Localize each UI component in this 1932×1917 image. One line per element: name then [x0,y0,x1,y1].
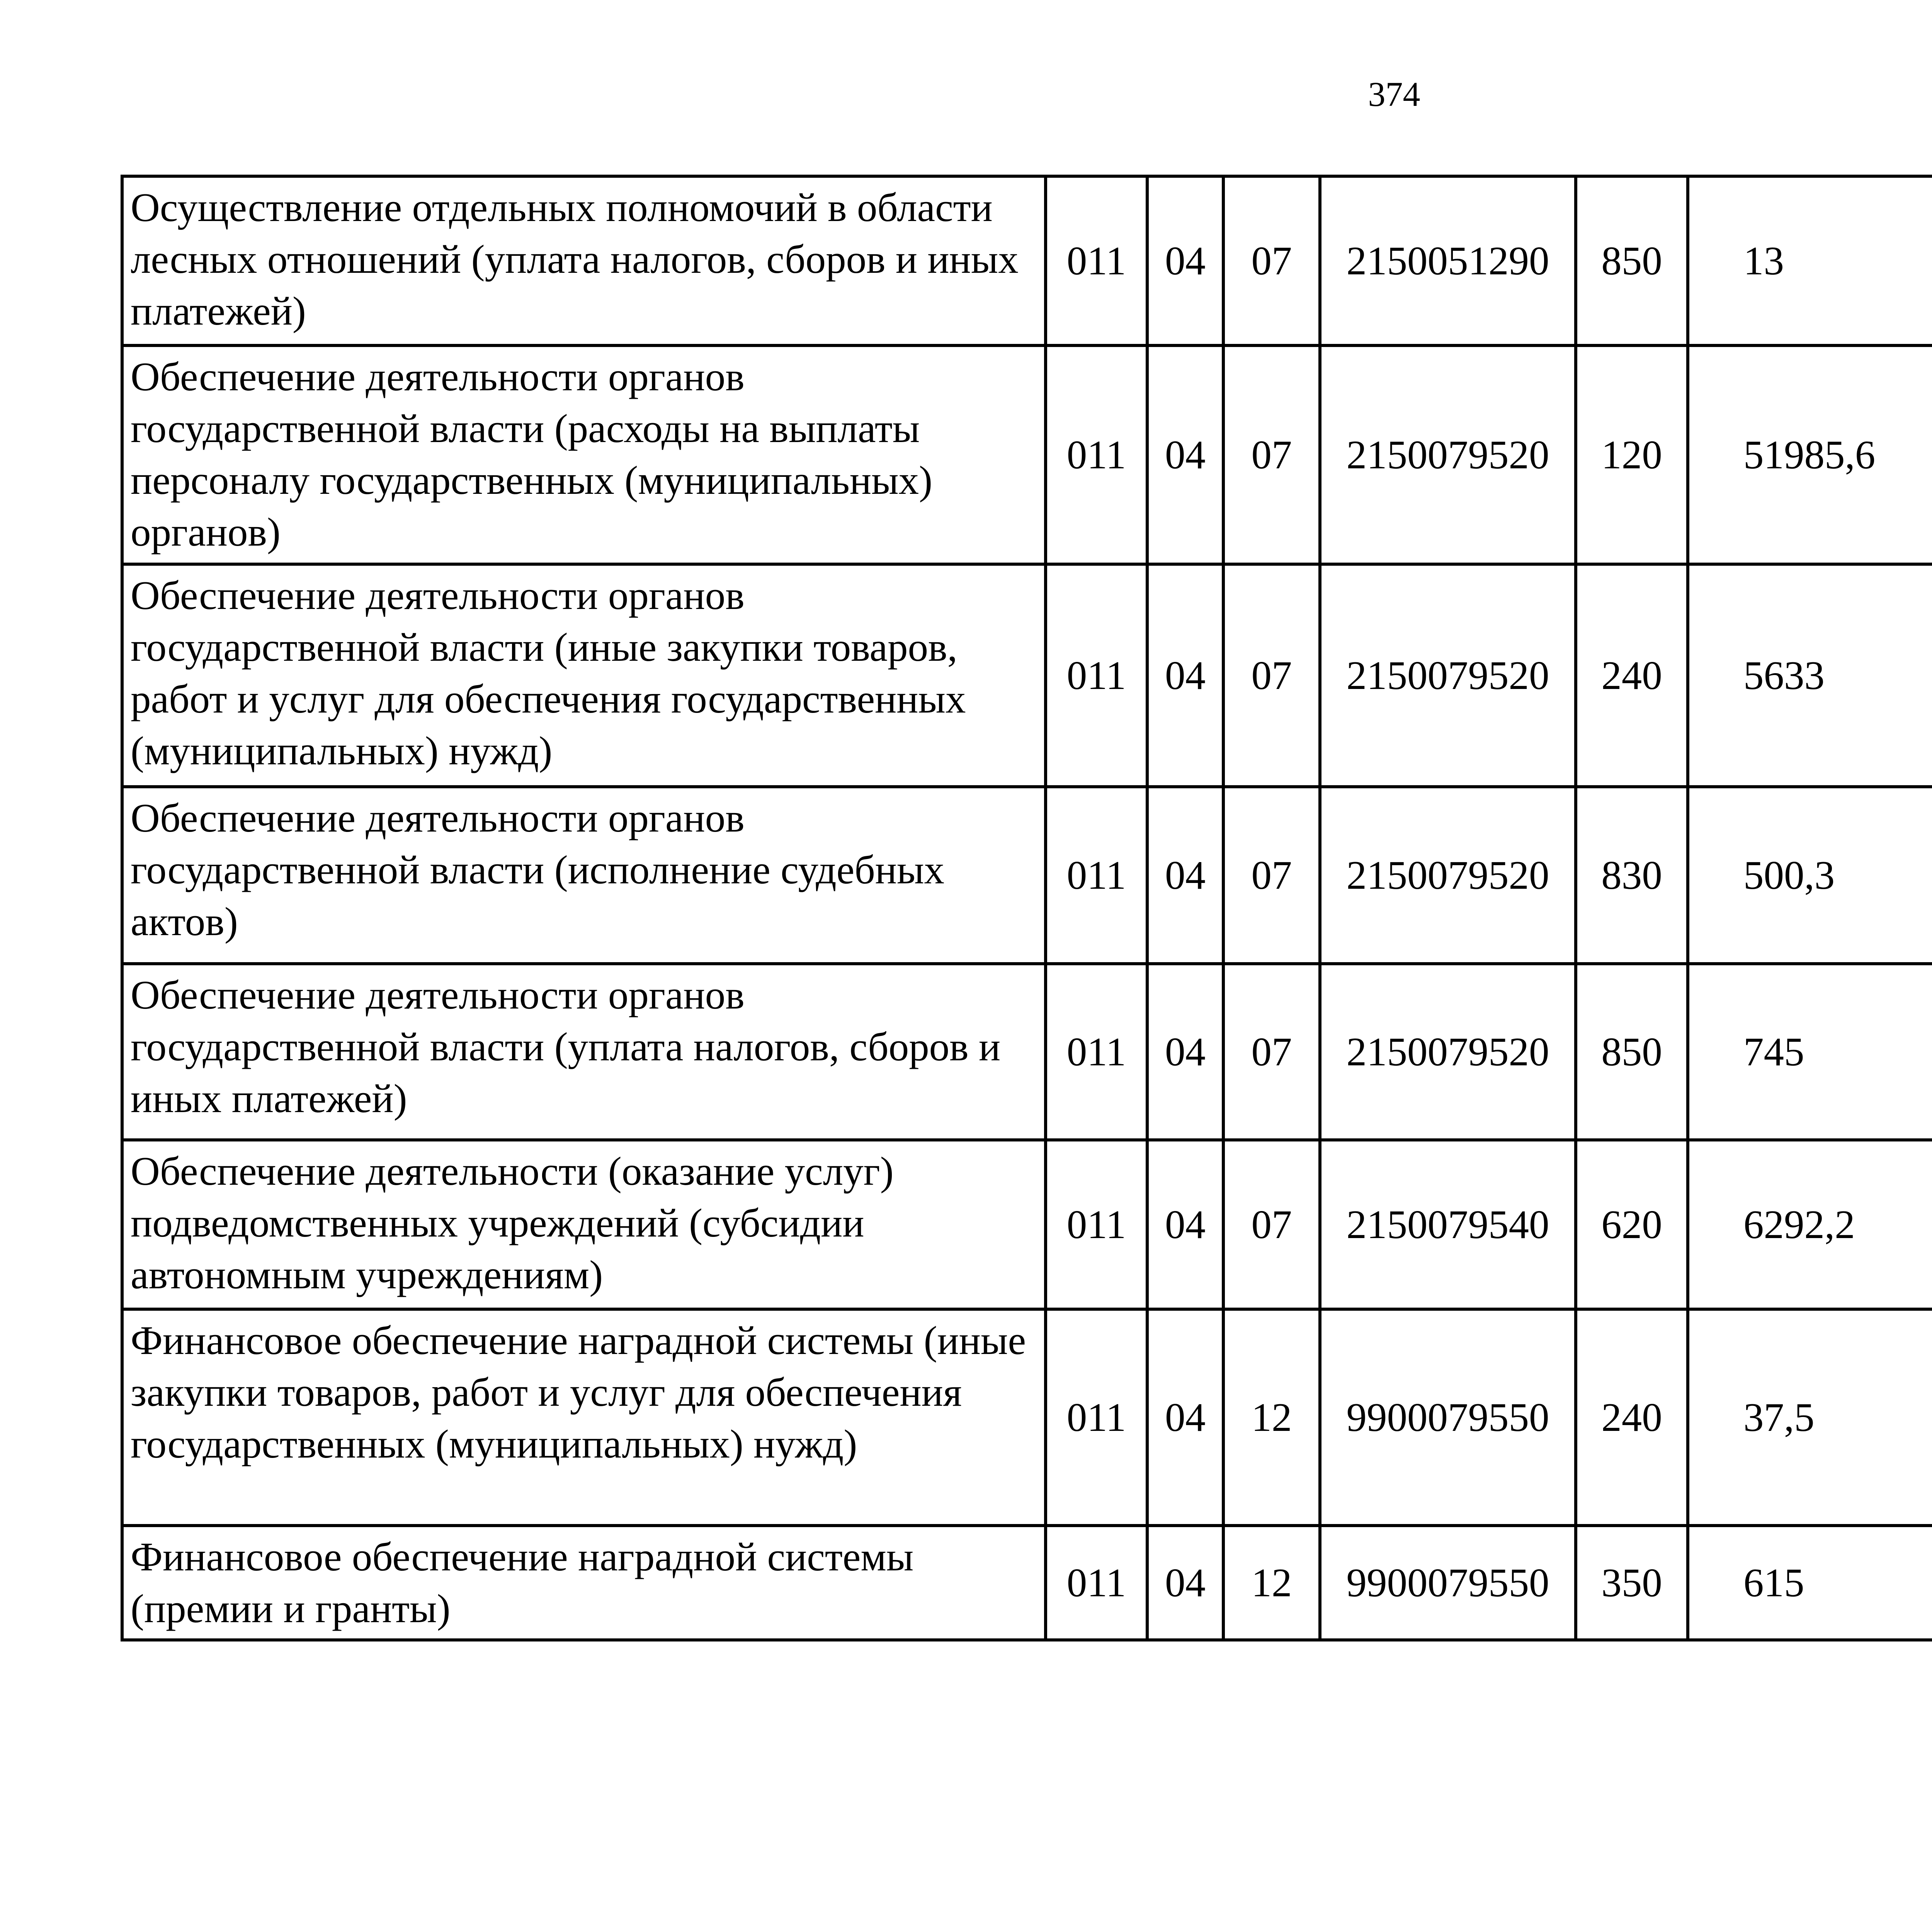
table-row [122,964,1932,1140]
subsection-code: 12 [1223,1526,1320,1640]
target-article: 2150051290 [1320,176,1576,345]
expense-type: 120 [1576,345,1688,564]
section-code: 04 [1147,787,1223,964]
row-name: Обеспечение деятельности органов государственной власти (исполнение судебных актов) [122,787,1046,964]
expense-type: 240 [1576,564,1688,787]
table-row [122,1526,1932,1640]
ministry-code: 011 [1046,1309,1147,1526]
target-article: 9900079550 [1320,1526,1576,1640]
table-row [122,564,1932,787]
subsection-code: 07 [1223,564,1320,787]
target-article: 2150079540 [1320,1140,1576,1309]
amount-1: 6292,2 [1688,1140,1932,1309]
amount-1: 5633 [1688,564,1932,787]
section-code: 04 [1147,1140,1223,1309]
amount-1: 37,5 [1688,1309,1932,1526]
row-name: Финансовое обеспечение наградной системы (премии и гранты) [122,1526,1046,1640]
ministry-code: 011 [1046,964,1147,1140]
subsection-code: 12 [1223,1309,1320,1526]
row-name: Обеспечение деятельности органов государственной власти (расходы на выплаты персоналу государственных (муниципальных) органов) [122,345,1046,564]
section-code: 04 [1147,1526,1223,1640]
row-name: Обеспечение деятельности органов государственной власти (иные закупки товаров, работ и услуг для обеспечения государственных (муниципальных) нужд) [122,564,1046,787]
target-article: 2150079520 [1320,345,1576,564]
amount-1: 615 [1688,1526,1932,1640]
row-name: Финансовое обеспечение наградной системы (иные закупки товаров, работ и услуг для обеспечения государственных (муниципальных) нужд) [122,1309,1046,1526]
table-row [122,1309,1932,1526]
ministry-code: 011 [1046,564,1147,787]
section-code: 04 [1147,176,1223,345]
expense-type: 350 [1576,1526,1688,1640]
amount-1: 500,3 [1688,787,1932,964]
target-article: 9900079550 [1320,1309,1576,1526]
row-name: Осуществление отдельных полномочий в области лесных отношений (уплата налогов, сборов и иных платежей) [122,176,1046,345]
subsection-code: 07 [1223,964,1320,1140]
expense-type: 240 [1576,1309,1688,1526]
ministry-code: 011 [1046,345,1147,564]
section-code: 04 [1147,964,1223,1140]
expense-type: 830 [1576,787,1688,964]
ministry-code: 011 [1046,176,1147,345]
amount-1: 13 [1688,176,1932,345]
page-number: 374 [1368,75,1420,114]
subsection-code: 07 [1223,1140,1320,1309]
table-row [122,176,1932,345]
expense-type: 620 [1576,1140,1688,1309]
row-name: Обеспечение деятельности (оказание услуг) подведомственных учреждений (субсидии автономным учреждениям) [122,1140,1046,1309]
target-article: 2150079520 [1320,787,1576,964]
table-row [122,1140,1932,1309]
amount-1: 51985,6 [1688,345,1932,564]
expense-type: 850 [1576,176,1688,345]
ministry-code: 011 [1046,1526,1147,1640]
subsection-code: 07 [1223,176,1320,345]
target-article: 2150079520 [1320,964,1576,1140]
target-article: 2150079520 [1320,564,1576,787]
subsection-code: 07 [1223,345,1320,564]
row-name: Обеспечение деятельности органов государственной власти (уплата налогов, сборов и иных платежей) [122,964,1046,1140]
table-row [122,787,1932,964]
section-code: 04 [1147,345,1223,564]
section-code: 04 [1147,564,1223,787]
expense-type: 850 [1576,964,1688,1140]
budget-table [121,175,1932,1641]
amount-1: 745 [1688,964,1932,1140]
section-code: 04 [1147,1309,1223,1526]
ministry-code: 011 [1046,1140,1147,1309]
ministry-code: 011 [1046,787,1147,964]
table-row [122,345,1932,564]
subsection-code: 07 [1223,787,1320,964]
